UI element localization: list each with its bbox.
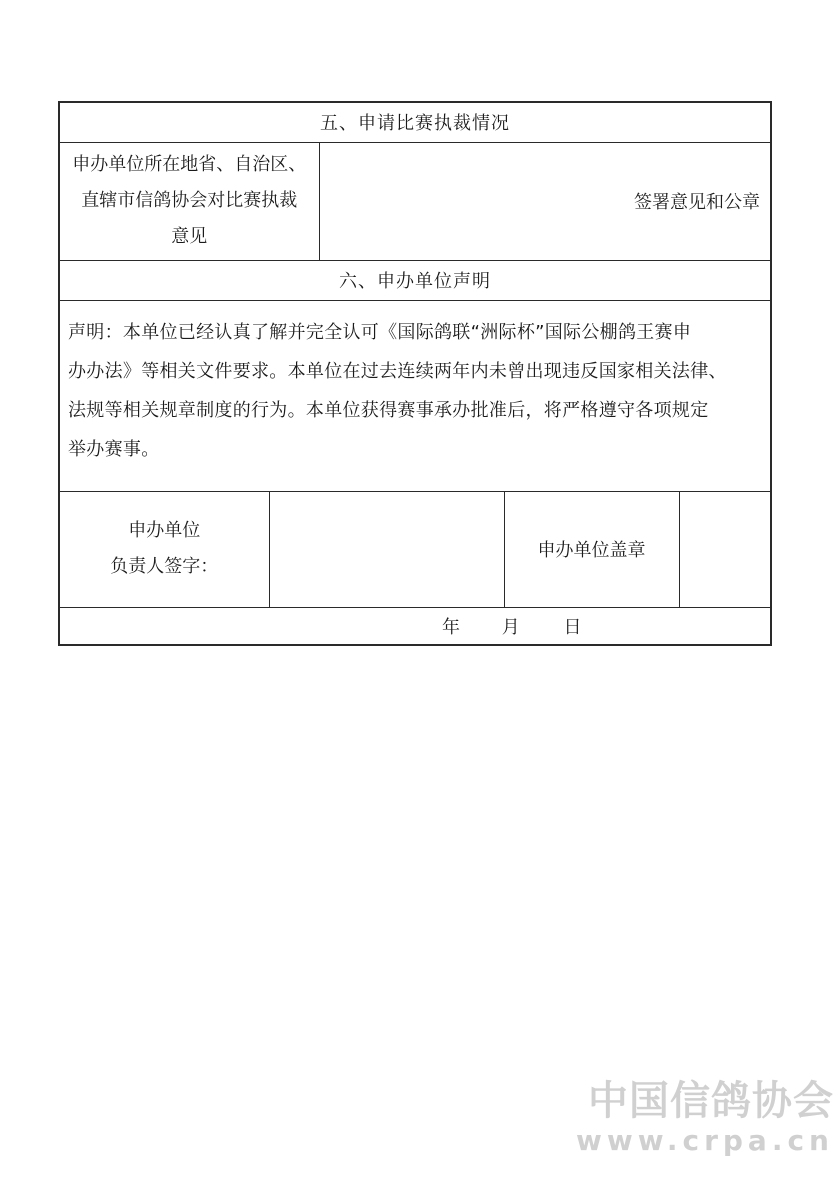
date-year: 年: [442, 616, 460, 638]
seal-label: 申办单位盖章: [504, 491, 679, 607]
date-day: 日: [563, 616, 582, 638]
declaration-line-1: 声明：本单位已经认真了解并完全认可《国际鸽联“洲际杯”国际公棚鸽王赛申: [68, 321, 692, 343]
declaration-line-2: 办办法》等相关文件要求。本单位在过去连续两年内未曾出现违反国家相关法律、: [68, 360, 727, 382]
section5-title: 五、申请比赛执裁情况: [59, 102, 771, 142]
watermark-url: www.crpa.cn: [576, 1124, 834, 1157]
declaration-line-4: 举办赛事。: [68, 438, 160, 460]
province-opinion-sign-field[interactable]: [319, 142, 771, 260]
applicant-label-line1: 申办单位: [128, 520, 201, 541]
crpa-watermark: [576, 1077, 834, 1157]
province-opinion-label-line3: 意见: [171, 226, 208, 247]
declaration-row: [59, 300, 771, 491]
date-field[interactable]: [59, 607, 771, 645]
province-opinion-label-line1: 申办单位所在地省、自治区、: [72, 154, 307, 175]
applicant-label-line2: 负责人签字：: [110, 556, 219, 577]
section6-title-row: [59, 260, 771, 300]
application-form-table: [58, 101, 772, 646]
watermark-title: 中国信鸽协会: [588, 1078, 834, 1124]
responsible-person-signature-field[interactable]: [269, 491, 504, 607]
signature-row: [59, 491, 771, 607]
date-row: [59, 607, 771, 645]
applicant-signature-label: [59, 491, 269, 607]
sign-opinion-seal-text: 签署意见和公章: [634, 192, 761, 213]
province-opinion-row: [59, 142, 771, 260]
section6-title: 六、申办单位声明: [59, 260, 771, 300]
date-month: 月: [501, 616, 520, 638]
section5-title-row: [59, 102, 771, 142]
declaration-line-3: 法规等相关规章制度的行为。本单位获得赛事承办批准后，将严格遵守各项规定: [68, 399, 709, 421]
seal-field[interactable]: [679, 491, 771, 607]
province-opinion-label: [59, 142, 319, 260]
declaration-text: [59, 300, 771, 491]
province-opinion-label-line2: 直辖市信鸽协会对比赛执裁: [81, 190, 298, 211]
